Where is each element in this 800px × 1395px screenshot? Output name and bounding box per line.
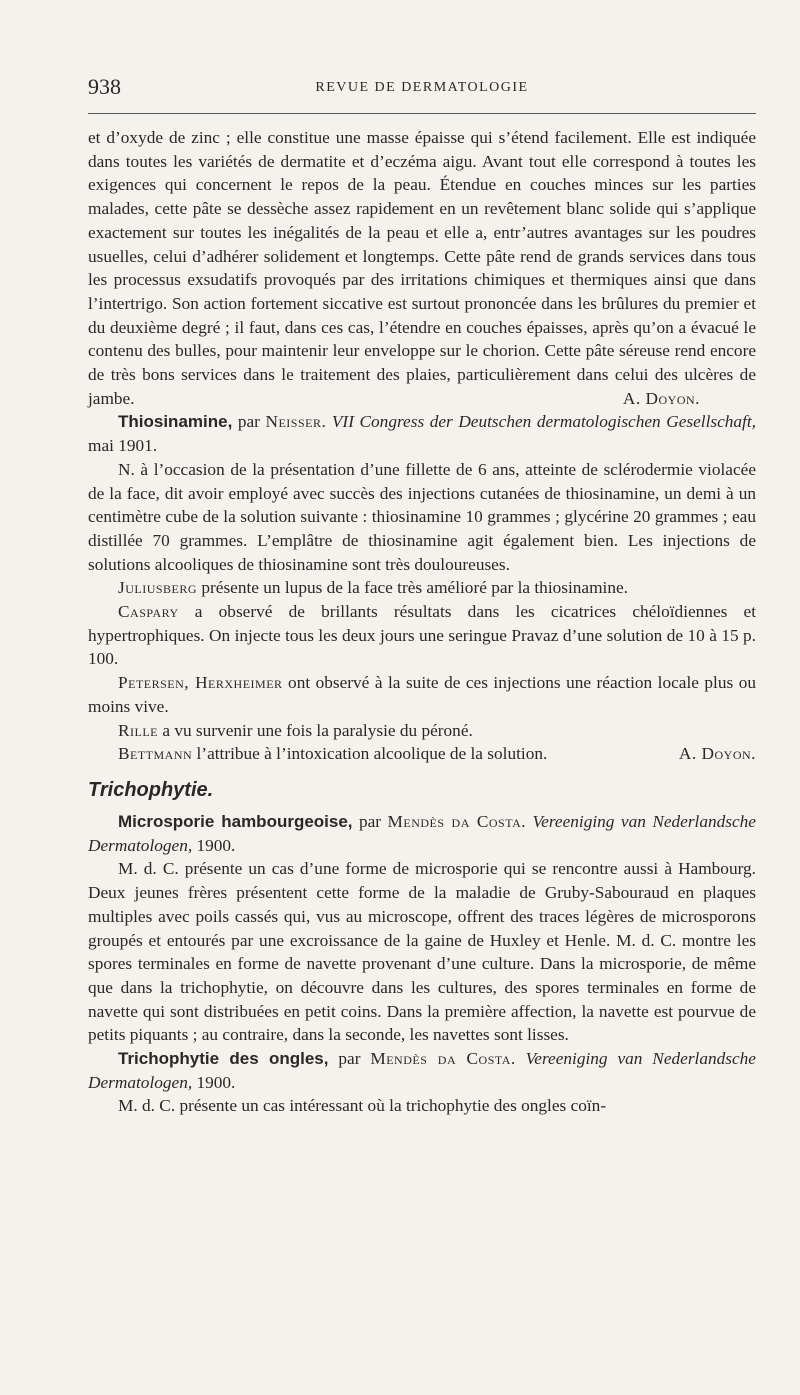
paragraph: M. d. C. présente un cas d’une forme de microsporie qui se rencontre aussi à Hambourg. Deux jeunes frères présentent cette forme de la maladie de Gruby-Sabouraud en plaques multiples avec poils cassés qui, vus au microscope, offrent des traces légères de microsporons groupés et entourés par une excroissance de la gaine de Huxley et Henle. M. d. C. montre les spores terminales en forme de navette provenant d’une culture. Dans la microsporie, de même que dans la trichophytie, on découvre dans les cultures, des spores terminales en forme de navette qui sont distribuées en petit coins. Dans la première affection, la navette est pourvue de petits piquants ; au contraire, dans la seconde, les navettes sont lisses. bbox=[88, 859, 756, 1045]
paragraph: Petersen, Herxheimer ont observé à la suite de ces injections une réaction locale plus ou moins vive. bbox=[88, 673, 756, 716]
article-heading-ongles: Trichophytie des ongles, par Mendès da Costa. Vereeniging van Nederlandsche Dermatologen, 1900. bbox=[88, 1049, 756, 1092]
paragraph-continued: et d’oxyde de zinc ; elle constitue une masse épaisse qui s’étend facilement. Elle est indiquée dans toutes les variétés de dermatite et d’eczéma aigu. Avant tout elle correspond à toutes les exigences qui concernent le repos de la peau. Étendue en couches minces sur les parties malades, cette pâte se dessèche assez rapidement en un revêtement blanc solide qui s’applique exactement sur toutes les inégalités de la peau et elle a, entr’autres avantages sur les poudres usuelles, celui d’adhérer solidement et longtemps. Cette pâte rend de grands services dans tous les processus exsudatifs provoqués par des irritations chimiques et thermiques ainsi que dans l’intertrigo. Son action fortement siccative est surtout prononcée dans les brûlures du premier et du deuxième degré ; il faut, dans ces cas, l’étendre en couches épaisses, après qu’on a évacué le contenu des bulles, pour maintenir leur enveloppe sur le chorion. Cette pâte séreuse rend encore de très bons services dans le traitement des plaies, particulièrement dans celui des ulcères de jambe. A. Doyon. bbox=[88, 126, 756, 410]
section-heading: Trichophytie. bbox=[88, 778, 214, 801]
paragraph: Caspary a observé de brillants résultats dans les cicatrices chéloïdiennes et hypertrophiques. On injecte tous les deux jours une seringue Pravaz d’une solution de 10 à 15 p. 100. bbox=[88, 602, 756, 669]
signature: A. Doyon. bbox=[678, 744, 756, 764]
paragraph: Bettmann l’attribue à l’intoxication alcoolique de la solution. A. Doyon. bbox=[88, 742, 756, 766]
running-title: REVUE DE DERMATOLOGIE bbox=[315, 80, 529, 95]
paragraph: Rille a vu survenir une fois la paralysie du péroné. bbox=[118, 720, 473, 740]
article-heading-thiosinamine: Thiosinamine, par Neisser. VII Congress der Deutschen dermatologischen Gesellschaft, mai 1901. bbox=[88, 412, 756, 456]
paragraph: M. d. C. présente un cas intéressant où la trichophytie des ongles coïn- bbox=[118, 1096, 607, 1116]
page-number: 938 bbox=[88, 74, 121, 99]
page-header bbox=[88, 74, 756, 104]
paragraph: N. à l’occasion de la présentation d’une fillette de 6 ans, atteinte de sclérodermie violacée de la face, dit avoir employé avec succès des injections cutanées de thiosinamine, un demi à un centimètre cube de la solution suivante : thiosinamine 10 grammes ; glycérine 20 grammes ; eau distillée 70 grammes. L’emplâtre de thiosinamine agit également bien. Les injections de solutions alcooliques de thiosinamine sont très douloureuses. bbox=[88, 459, 756, 574]
header-rule bbox=[88, 113, 756, 114]
signature: A. Doyon. bbox=[622, 388, 700, 408]
body-text bbox=[88, 126, 756, 1118]
article-heading-microsporie: Microsporie hambourgeoise, par Mendès da Costa. Vereeniging van Nederlandsche Dermatologen, 1900. bbox=[88, 811, 756, 855]
paragraph: Juliusberg présente un lupus de la face très amélioré par la thiosinamine. bbox=[118, 578, 628, 598]
